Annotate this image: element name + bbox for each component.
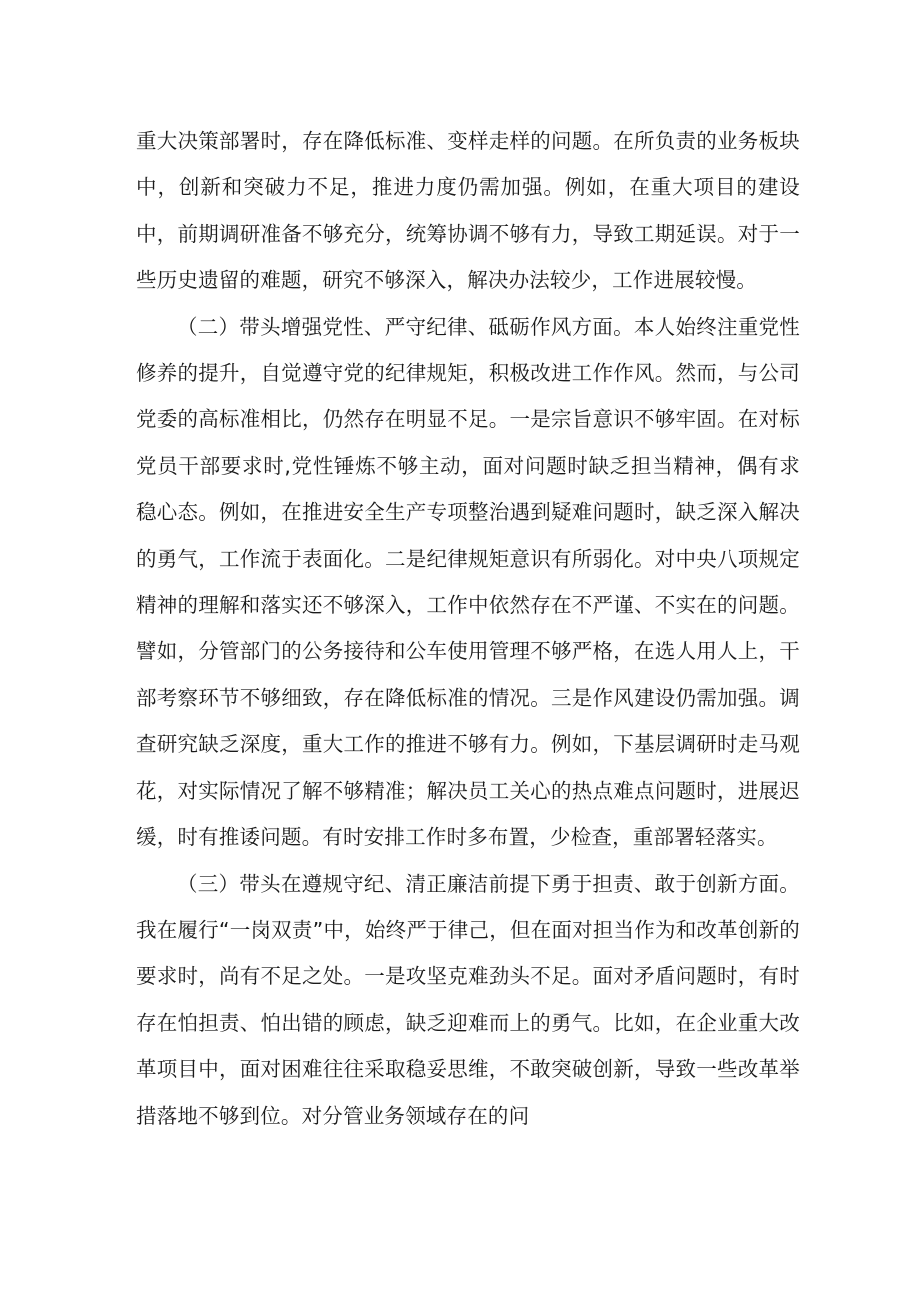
paragraph-continuation: 重大决策部署时，存在降低标准、变样走样的问题。在所负责的业务板块中，创新和突破力不足，推进力度仍需加强。例如，在重大项目的建设中，前期调研准备不够充分，统筹协调不够有力，导致工期延误。对于一些历史遗留的难题，研究不够深入，解决办法较少，工作进展较慢。	[136, 129, 800, 293]
paragraph-section-three: （三）带头在遵规守纪、清正廉洁前提下勇于担责、敢于创新方面。我在履行“一岗双责”中，始终严于律己，但在面对担当作为和改革创新的要求时，尚有不足之处。一是攻坚克难劲头不足。面对矛盾问题时，有时存在怕担责、怕出错的顾虑，缺乏迎难而上的勇气。比如，在企业重大改革项目中，面对困难往往采取稳妥思维，不敢突破创新，导致一些改革举措落地不够到位。对分管业务领域存在的问	[136, 871, 800, 1128]
paragraph-section-two: （二）带头增强党性、严守纪律、砥砺作风方面。本人始终注重党性修养的提升，自觉遵守党的纪律规矩，积极改进工作作风。然而，与公司党委的高标准相比，仍然存在明显不足。一是宗旨意识不够牢固。在对标党员干部要求时,党性锤炼不够主动，面对问题时缺乏担当精神，偶有求稳心态。例如，在推进安全生产专项整治遇到疑难问题时，缺乏深入解决的勇气，工作流于表面化。二是纪律规矩意识有所弱化。对中央八项规定精神的理解和落实还不够深入，工作中依然存在不严谨、不实在的问题。譬如，分管部门的公务接待和公车使用管理不够严格，在选人用人上，干部考察环节不够细致，存在降低标准的情况。三是作风建设仍需加强。调查研究缺乏深度，重大工作的推进不够有力。例如，下基层调研时走马观花，对实际情况了解不够精准；解决员工关心的热点难点问题时，进展迟缓，时有推诿问题。有时安排工作时多布置，少检查，重部署轻落实。	[136, 314, 800, 850]
document-body	[136, 118, 800, 1139]
